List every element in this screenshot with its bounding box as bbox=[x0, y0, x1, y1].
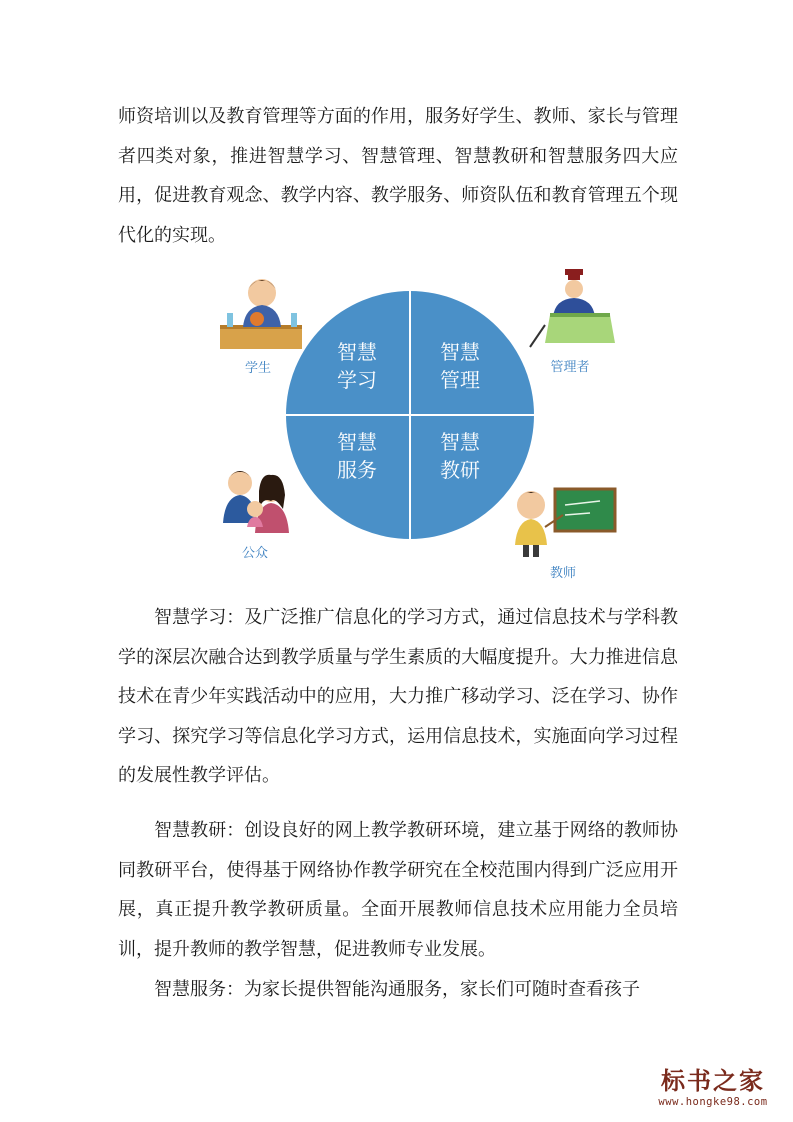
quadrant-service-line2: 服务 bbox=[337, 458, 377, 482]
manager-icon bbox=[530, 269, 615, 347]
quadrant-learning-line2: 学习 bbox=[337, 368, 377, 392]
quadrant-management-line2: 管理 bbox=[440, 368, 480, 392]
watermark-logo bbox=[643, 1061, 783, 1108]
quadrant-management-line1: 智慧 bbox=[440, 340, 480, 364]
teacher-icon bbox=[515, 489, 615, 557]
smart-learning-paragraph: 智慧学习：及广泛推广信息化的学习方式，通过信息技术与学科教学的深层次融合达到教学质量与学生素质的大幅度提升。大力推进信息技术在青少年实践活动中的应用，大力推广移动学习、泛在学习、协作学习、探究学习等信息化学习方式，运用信息技术，实施面向学习过程的发展性教学评估。 bbox=[118, 607, 678, 786]
quadrant-research-line1: 智慧 bbox=[440, 430, 480, 454]
role-teacher-label: 教师 bbox=[549, 566, 577, 581]
quadrant-service-line1: 智慧 bbox=[337, 430, 377, 454]
smart-research-paragraph: 智慧教研：创设良好的网上教学教研环境，建立基于网络的教师协同教研平台，使得基于网络协作教学研究在全校范围内得到广泛应用开展，真正提升教学教研质量。全面开展教师信息技术应用能力全员培训，提升教师的教学智慧，促进教师专业发展。 bbox=[118, 820, 678, 960]
student-icon bbox=[220, 279, 302, 349]
watermark-name: 标书之家 bbox=[661, 1067, 765, 1095]
role-public-label: 公众 bbox=[241, 546, 269, 561]
quadrant-research-line2: 教研 bbox=[440, 458, 480, 482]
intro-paragraph: 师资培训以及教育管理等方面的作用，服务好学生、教师、家长与管理者四类对象，推进智慧学习、智慧管理、智慧教研和智慧服务四大应用，促进教育观念、教学内容、教学服务、师资队伍和教育管理五个现代化的实现。 bbox=[118, 106, 678, 246]
public-icon bbox=[223, 471, 289, 533]
quadrant-learning-line1: 智慧 bbox=[337, 340, 377, 364]
smart-education-diagram bbox=[205, 265, 625, 587]
smart-service-paragraph: 智慧服务：为家长提供智能沟通服务，家长们可随时查看孩子 bbox=[154, 979, 640, 1000]
role-student-label: 学生 bbox=[244, 361, 272, 376]
watermark-url: www.hongke98.com bbox=[658, 1096, 768, 1108]
role-manager-label: 管理者 bbox=[550, 360, 590, 375]
